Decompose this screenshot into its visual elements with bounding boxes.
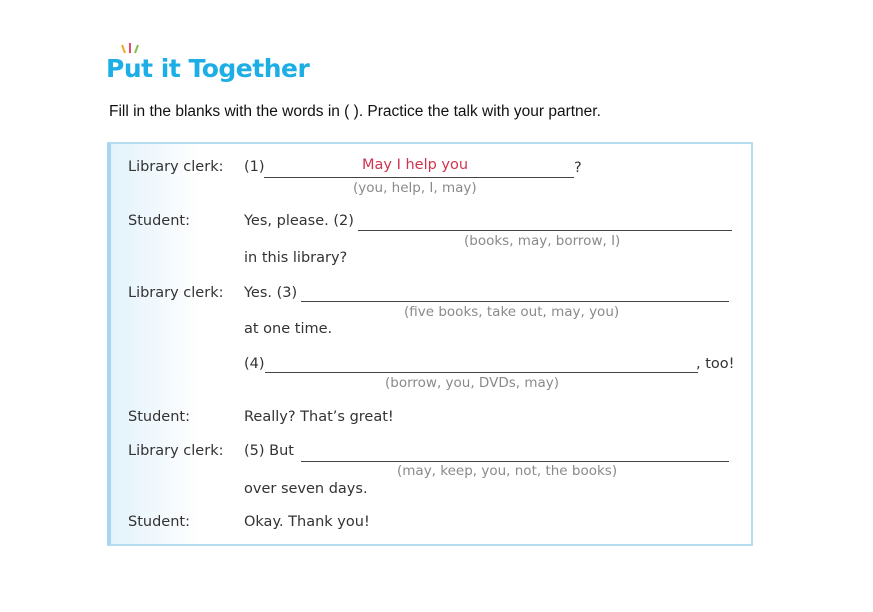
blank-number-4: (4) — [244, 356, 265, 372]
blank-number-1: (1) — [244, 159, 265, 175]
blank-4[interactable] — [265, 372, 698, 373]
instruction-text: Fill in the blanks with the words in ( ). Practice the talk with your partner. — [109, 103, 601, 120]
question-mark: ? — [574, 160, 582, 176]
blank-5[interactable] — [301, 461, 729, 462]
line-4-end: , too! — [696, 356, 735, 372]
line-2-continuation: in this library? — [244, 250, 348, 266]
speaker-student-3: Student: — [128, 514, 190, 530]
speaker-student-2: Student: — [128, 409, 190, 425]
line-6-prefix: (5) But — [244, 443, 294, 459]
speaker-library-clerk-3: Library clerk: — [128, 443, 224, 459]
line-6-continuation: over seven days. — [244, 481, 368, 497]
line-2-prefix: Yes, please. (2) — [244, 213, 354, 229]
hint-5: (may, keep, you, not, the books) — [397, 463, 618, 479]
dialogue-box — [107, 142, 753, 546]
speaker-student-1: Student: — [128, 213, 190, 229]
put-it-together-logo — [106, 54, 309, 83]
logo-text: Put it Together — [106, 54, 310, 83]
speaker-library-clerk-1: Library clerk: — [128, 159, 224, 175]
line-7-text: Okay. Thank you! — [244, 514, 370, 530]
line-5-text: Really? That’s great! — [244, 409, 394, 425]
line-3-continuation: at one time. — [244, 321, 333, 337]
sparkle-icon — [121, 42, 139, 54]
answer-1: May I help you — [362, 157, 469, 173]
line-3-prefix: Yes. (3) — [244, 285, 298, 301]
blank-3[interactable] — [301, 301, 729, 302]
hint-4: (borrow, you, DVDs, may) — [385, 375, 560, 391]
speaker-library-clerk-2: Library clerk: — [128, 285, 224, 301]
hint-1: (you, help, I, may) — [353, 180, 477, 196]
blank-1[interactable] — [264, 177, 574, 178]
hint-2: (books, may, borrow, I) — [464, 233, 621, 249]
blank-2[interactable] — [358, 230, 732, 231]
hint-3: (five books, take out, may, you) — [404, 304, 620, 320]
